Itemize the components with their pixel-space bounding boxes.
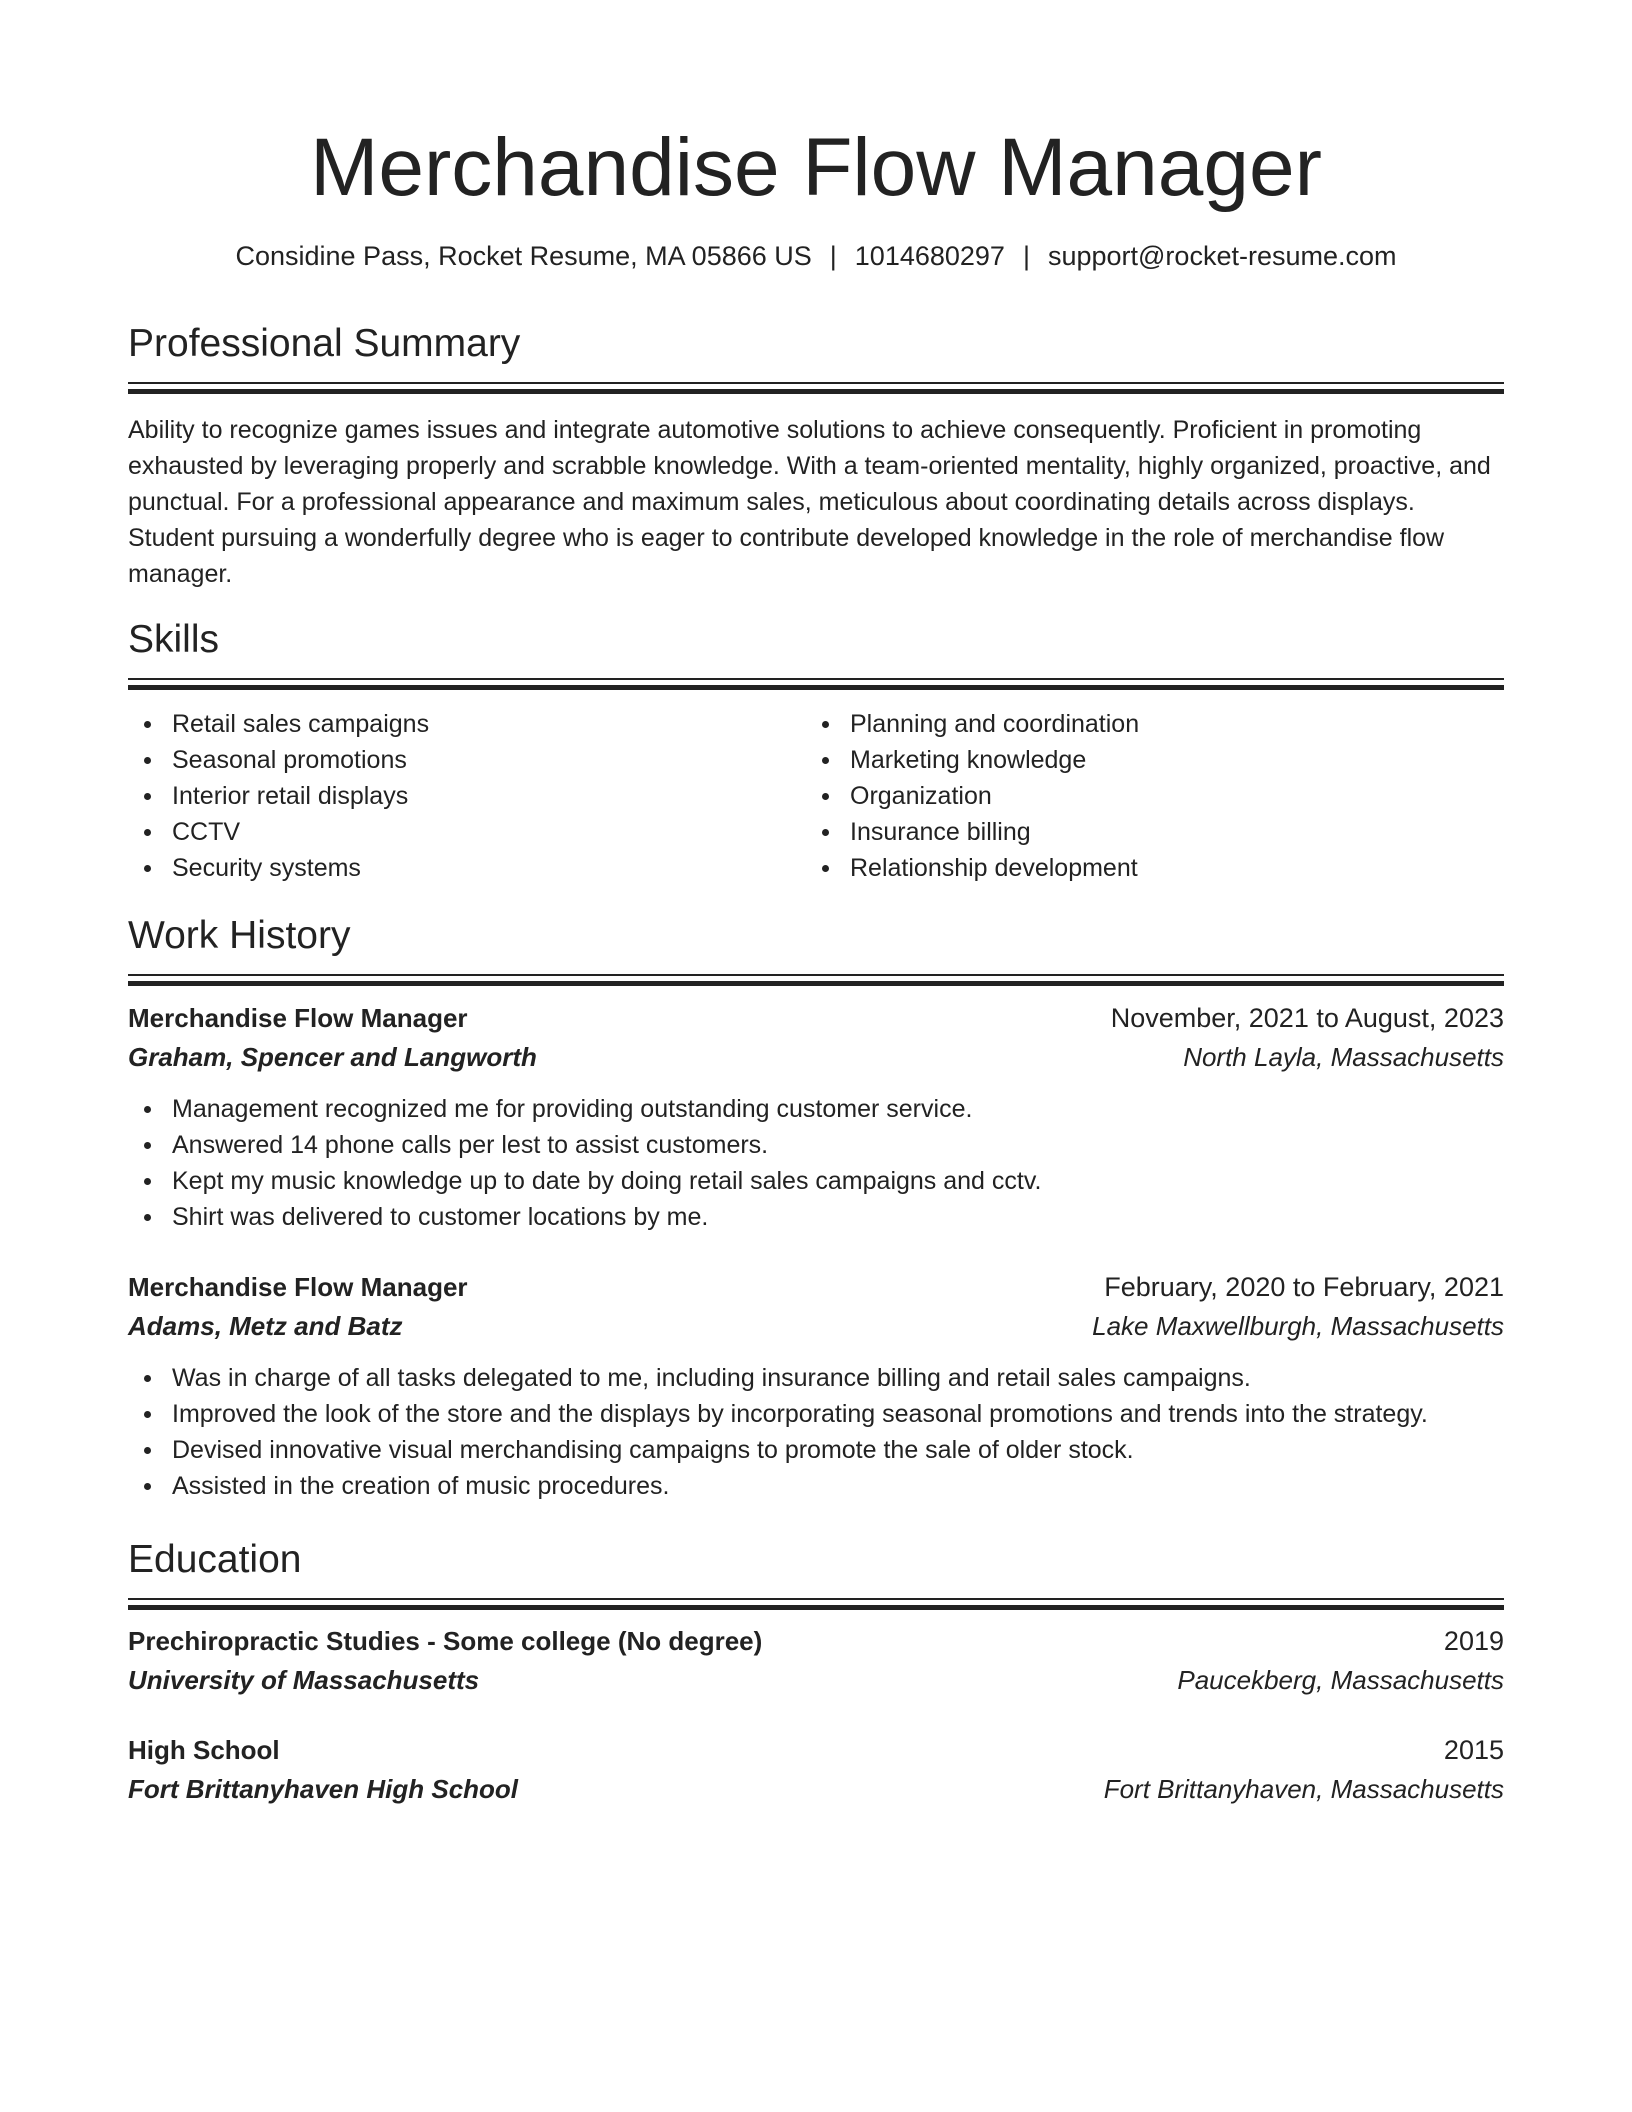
skill-item: Interior retail displays <box>172 778 806 814</box>
job-bullet: Was in charge of all tasks delegated to me, including insurance billing and retail sales campaigns. <box>172 1360 1504 1396</box>
education-location: Paucekberg, Massachusetts <box>1177 1665 1504 1695</box>
skill-item: CCTV <box>172 814 806 850</box>
education-school: Fort Brittanyhaven High School <box>128 1774 519 1804</box>
section-rule <box>128 382 1504 394</box>
section-rule <box>128 974 1504 986</box>
education-year: 2015 <box>1443 1735 1504 1765</box>
skill-item: Seasonal promotions <box>172 742 806 778</box>
skill-item: Organization <box>850 778 1484 814</box>
contact-phone: 1014680297 <box>854 241 1005 271</box>
skill-item: Retail sales campaigns <box>172 706 806 742</box>
job-dates: November, 2021 to August, 2023 <box>1110 1003 1504 1033</box>
work-section <box>128 910 1504 986</box>
job-bullet: Management recognized me for providing outstanding customer service. <box>172 1091 1504 1127</box>
skills-grid <box>128 706 1504 886</box>
summary-section <box>128 318 1504 592</box>
job-title: Merchandise Flow Manager <box>128 1272 468 1302</box>
job-bullet: Shirt was delivered to customer locations by me. <box>172 1199 1504 1235</box>
job-title: Merchandise Flow Manager <box>128 1003 468 1033</box>
contact-email[interactable]: support@rocket-resume.com <box>1047 241 1397 271</box>
job-bullets <box>128 1360 1504 1504</box>
contact-address: Considine Pass, Rocket Resume, MA 05866 US <box>235 241 812 271</box>
summary-heading: Professional Summary <box>128 322 521 365</box>
skill-item: Insurance billing <box>850 814 1484 850</box>
job-company: Adams, Metz and Batz <box>128 1311 403 1341</box>
skills-heading: Skills <box>128 618 220 661</box>
section-rule <box>128 678 1504 690</box>
job-location: Lake Maxwellburgh, Massachusetts <box>1092 1311 1504 1341</box>
job-bullet: Devised innovative visual merchandising campaigns to promote the sale of older stock. <box>172 1432 1504 1468</box>
education-degree: High School <box>128 1735 280 1765</box>
skill-item: Planning and coordination <box>850 706 1484 742</box>
job-company: Graham, Spencer and Langworth <box>128 1042 537 1072</box>
resume-name: Merchandise Flow Manager <box>310 122 1322 213</box>
contact-separator: | <box>829 241 837 271</box>
education-year: 2019 <box>1443 1626 1504 1656</box>
skill-item: Marketing knowledge <box>850 742 1484 778</box>
education-location: Fort Brittanyhaven, Massachusetts <box>1103 1774 1504 1804</box>
education-section <box>128 1534 1504 1610</box>
job-bullet: Answered 14 phone calls per lest to assist customers. <box>172 1127 1504 1163</box>
contact-separator: | <box>1022 241 1030 271</box>
job-entry <box>128 1268 1504 1504</box>
job-bullet: Assisted in the creation of music procedures. <box>172 1468 1504 1504</box>
education-entry <box>128 1622 1504 1700</box>
skills-list-left <box>128 706 806 886</box>
skill-item: Relationship development <box>850 850 1484 886</box>
job-dates: February, 2020 to February, 2021 <box>1104 1272 1504 1302</box>
education-heading: Education <box>128 1538 302 1581</box>
job-location: North Layla, Massachusetts <box>1183 1042 1504 1072</box>
education-school: University of Massachusetts <box>128 1665 480 1695</box>
education-entry <box>128 1731 1504 1809</box>
job-entry <box>128 999 1504 1235</box>
skills-section <box>128 614 1504 886</box>
contact-line <box>128 236 1504 276</box>
section-rule <box>128 1598 1504 1610</box>
education-degree: Prechiropractic Studies - Some college (No degree) <box>128 1626 763 1656</box>
job-bullet: Improved the look of the store and the displays by incorporating seasonal promotions and trends into the strategy. <box>172 1396 1504 1432</box>
summary-text: Ability to recognize games issues and integrate automotive solutions to achieve consequently. Proficient in promoting exhausted by leveraging properly and scrabble knowledge. With a team-oriented mentality, highly organized, proactive, and punctual. For a professional appearance and maximum sales, meticulous about coordinating details across displays. Student pursuing a wonderfully degree who is eager to contribute developed knowledge in the role of merchandise flow manager. <box>128 416 1491 588</box>
skills-list-right <box>806 706 1484 886</box>
skill-item: Security systems <box>172 850 806 886</box>
work-heading: Work History <box>128 914 351 957</box>
job-bullet: Kept my music knowledge up to date by doing retail sales campaigns and cctv. <box>172 1163 1504 1199</box>
job-bullets <box>128 1091 1504 1235</box>
